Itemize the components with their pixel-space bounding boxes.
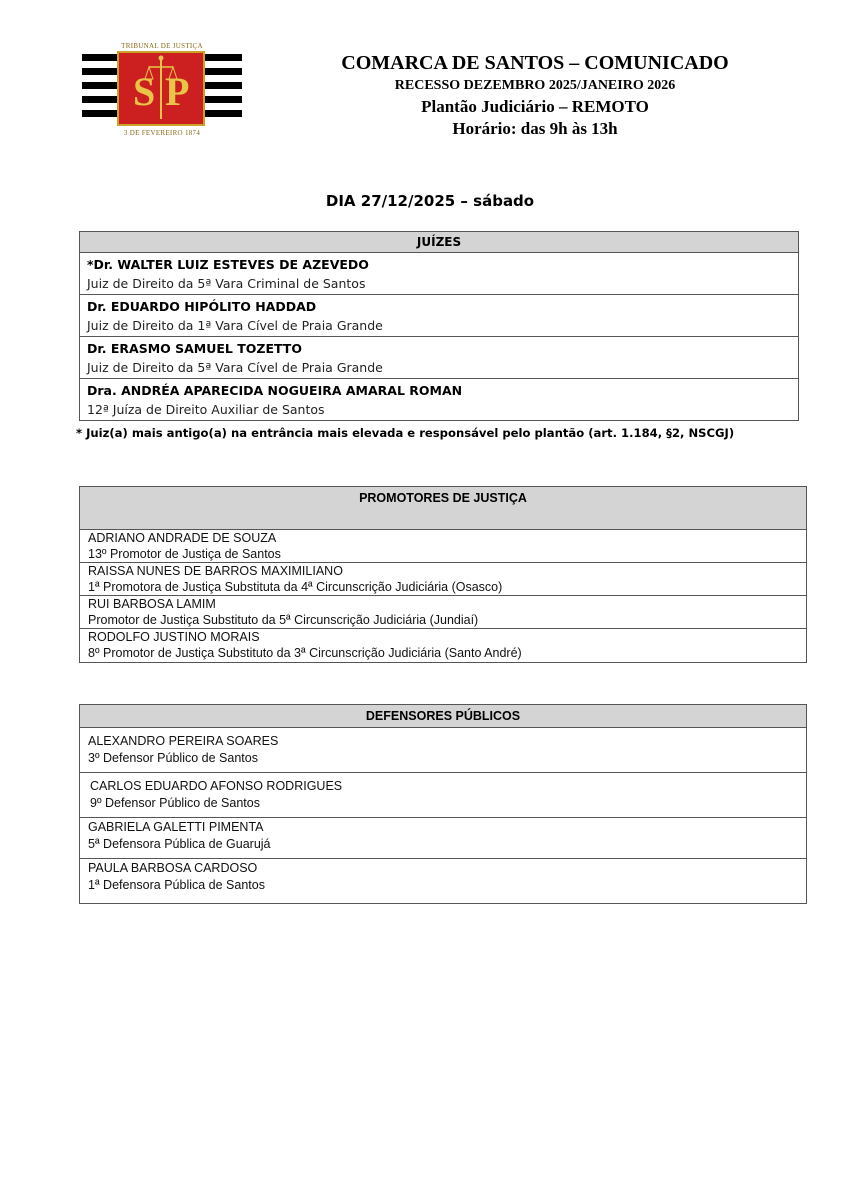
table-header: JUÍZES	[80, 232, 798, 253]
defender-role: 5ª Defensora Pública de Guarujá	[88, 836, 271, 851]
logo-bottom-text: 3 DE FEVEREIRO 1874	[123, 129, 201, 137]
table-row	[80, 728, 806, 773]
promoter-name: RODOLFO JUSTINO MORAIS	[88, 630, 260, 644]
defender-role: 3º Defensor Público de Santos	[88, 750, 258, 765]
table-row	[80, 379, 798, 420]
logo-seal	[117, 51, 205, 126]
promoter-name: RAISSA NUNES DE BARROS MAXIMILIANO	[88, 564, 343, 578]
table-header: PROMOTORES DE JUSTIÇA	[80, 487, 806, 530]
promoters-table	[79, 486, 807, 663]
judge-name: *Dr. WALTER LUIZ ESTEVES DE AZEVEDO	[87, 257, 369, 272]
logo-top-text: TRIBUNAL DE JUSTIÇA	[121, 42, 203, 50]
table-row	[80, 859, 806, 903]
page-title: COMARCA DE SANTOS – COMUNICADO	[341, 52, 729, 74]
plantao-line: Plantão Judiciário – REMOTO	[421, 97, 649, 116]
judge-name: Dr. EDUARDO HIPÓLITO HADDAD	[87, 299, 317, 314]
page-subtitle: RECESSO DEZEMBRO 2025/JANEIRO 2026	[394, 78, 676, 93]
svg-text:P: P	[165, 69, 190, 114]
table-row	[80, 253, 798, 295]
defender-role: 9º Defensor Público de Santos	[90, 795, 260, 810]
defender-name: GABRIELA GALETTI PIMENTA	[88, 820, 264, 834]
table-row	[80, 337, 798, 379]
judge-role: Juiz de Direito da 5ª Vara Cível de Praia Grande	[87, 360, 383, 375]
svg-text:S: S	[133, 69, 156, 114]
defender-name: PAULA BARBOSA CARDOSO	[88, 861, 258, 875]
defender-name: CARLOS EDUARDO AFONSO RODRIGUES	[90, 779, 343, 793]
judges-footnote: * Juiz(a) mais antigo(a) na entrância mais elevada e responsável pelo plantão (art. 1.184, §2, NSCGJ)	[76, 426, 735, 440]
judge-name: Dra. ANDRÉA APARECIDA NOGUEIRA AMARAL ROMAN	[87, 383, 463, 398]
promoter-name: ADRIANO ANDRADE DE SOUZA	[88, 531, 277, 545]
promoter-name: RUI BARBOSA LAMIM	[88, 597, 216, 611]
promoter-role: 8º Promotor de Justiça Substituto da 3ª Circunscrição Judiciária (Santo André)	[88, 645, 522, 660]
promoter-role: 13º Promotor de Justiça de Santos	[88, 546, 281, 561]
table-row	[80, 818, 806, 859]
defender-role: 1ª Defensora Pública de Santos	[88, 877, 265, 892]
judges-table	[79, 231, 799, 421]
court-logo	[82, 40, 242, 140]
table-row	[80, 530, 806, 563]
table-row	[80, 596, 806, 629]
horario-line: Horário: das 9h às 13h	[452, 119, 618, 138]
judge-name: Dr. ERASMO SAMUEL TOZETTO	[87, 341, 302, 356]
table-row	[80, 773, 806, 818]
table-row	[80, 563, 806, 596]
judge-role: Juiz de Direito da 1ª Vara Cível de Praia Grande	[87, 318, 383, 333]
judge-role: 12ª Juíza de Direito Auxiliar de Santos	[87, 402, 325, 417]
day-heading: DIA 27/12/2025 – sábado	[325, 192, 535, 210]
table-row	[80, 629, 806, 662]
promoter-role: 1ª Promotora de Justiça Substituta da 4ª Circunscrição Judiciária (Osasco)	[88, 579, 503, 594]
table-header: DEFENSORES PÚBLICOS	[80, 705, 806, 728]
defenders-table	[79, 704, 807, 904]
promoter-role: Promotor de Justiça Substituto da 5ª Circunscrição Judiciária (Jundiaí)	[88, 612, 479, 627]
table-row	[80, 295, 798, 337]
defender-name: ALEXANDRO PEREIRA SOARES	[88, 734, 279, 748]
scales-of-justice-icon	[119, 53, 203, 124]
judge-role: Juiz de Direito da 5ª Vara Criminal de Santos	[87, 276, 366, 291]
